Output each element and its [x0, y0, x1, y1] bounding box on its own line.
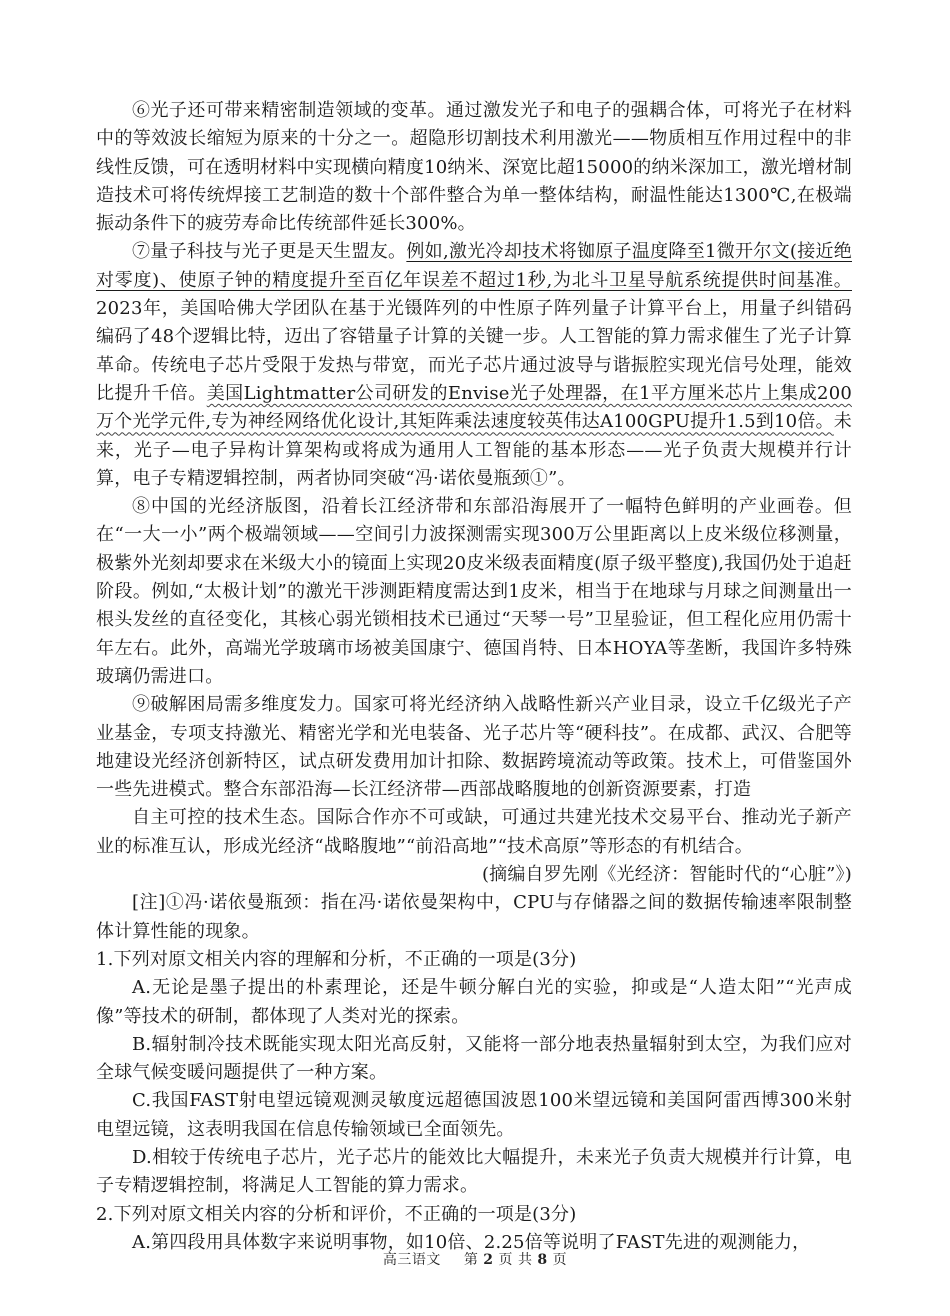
paragraph-7-lead: ⑦量子科技与光子更是天生盟友。: [132, 241, 407, 263]
page-content: [96, 97, 852, 1257]
question-2-option-a: A.第四段用具体数字来说明事物，如10倍、2.25倍等说明了FAST先进的观测能力，: [132, 1231, 811, 1253]
question-1-option-c: C.我国FAST射电望远镜观测灵敏度远超德国波恩100米望远镜和美国阿雷西博300米射电望远镜，这表明我国在信息传输领域已全面领先。: [96, 1090, 852, 1140]
footer-page-total: 8: [537, 1252, 548, 1268]
footer-page-mid: 页 共: [498, 1252, 533, 1268]
underlined-sentence-cooling: 例如,激光冷却技术将铷原子温度降至1微开尔文(接近绝对零度)、使原子钟的精度提升至百亿年误差不超过1秒,为北斗卫星导航系统提供时间基准。: [96, 241, 852, 291]
question-1-option-b: B.辐射制冷技术既能实现太阳光高反射，又能将一部分地表热量辐射到太空，为我们应对全球气候变暖问题提供了一种方案。: [96, 1033, 852, 1084]
footer-page-number: 2: [483, 1252, 494, 1268]
question-2-stem: 2.下列对原文相关内容的分析和评价，不正确的一项是(3分): [96, 1203, 577, 1225]
paragraph-8: ⑧中国的光经济版图，沿着长江经济带和东部沿海展开了一幅特色鲜明的产业画卷。但在“一大一小”两个极端领域——空间引力波探测需实现300万公里距离以上皮米级位移测量，极紫外光刻却要求在米级大小的镜面上实现20皮米级表面精度(原子级平整度),我国仍处于追赶阶段。例如,“太极计划”的激光干涉测距精度需达到1皮米，相当于在地球与月球之间测量出一根头发丝的直径变化，其核心弱光锁相技术已通过“天琴一号”卫星验证，但工程化应用仍需十年左右。此外，高端光学玻璃市场被美国康宁、德国肖特、日本HOYA等垄断，我国许多特殊玻璃仍需进口。: [96, 496, 852, 687]
question-1-stem: 1.下列对原文相关内容的理解和分析，不正确的一项是(3分): [96, 948, 577, 970]
question-1-option-a: A.无论是墨子提出的朴素理论，还是牛顿分解白光的实验，抑或是“人造太阳”“光声成像”等技术的研制，都体现了人类对光的探索。: [96, 977, 852, 1027]
paragraph-9: ⑨破解困局需多维度发力。国家可将光经济纳入战略性新兴产业目录，设立千亿级光子产业基金，专项支持激光、精密光学和光电装备、光子芯片等“硬科技”。在成都、武汉、合肥等地建设光经济创新特区，试点研发费用加计扣除、数据跨境流动等政策。技术上，可借鉴国外一些先进模式。整合东部沿海—长江经济带—西部战略腹地的创新资源要素，打造: [96, 694, 852, 801]
footer-subject: 高三语文: [382, 1252, 441, 1268]
footer-page-suffix: 页: [552, 1252, 568, 1268]
paragraph-7-tail: 未来，光子—电子异构计算架构或将成为通用人工智能的基本形态——光子负责大规模并行计算，电子专精逻辑控制，两者协同突破“冯·诺依曼瓶颈①”。: [96, 411, 852, 489]
wavy-underlined-sentence-envise: 美国Lightmatter公司研发的Envise光子处理器，在1平方厘米芯片上集成200万个光学元件,专为神经网络优化设计,其矩阵乘法速度较英伟达A100GPU提升1.5到10倍。: [96, 382, 852, 433]
page-footer: [0, 1249, 950, 1269]
paragraph-7-body: 2023年，美国哈佛大学团队在基于光镊阵列的中性原子阵列量子计算平台上，用量子纠错码编码了48个逻辑比特，迈出了容错量子计算的关键一步。人工智能的算力需求催生了光子计算革命。传统电子芯片受限于发热与带宽，而光子芯片通过波导与谐振腔实现光信号处理，能效比提升千倍。: [96, 298, 852, 404]
footer-page-prefix: 第: [463, 1252, 479, 1268]
question-1-option-d: D.相较于传统电子芯片，光子芯片的能效比大幅提升，未来光子负责大规模并行计算，电子专精逻辑控制，将满足人工智能的算力需求。: [96, 1146, 852, 1197]
source-citation: (摘编自罗先刚《光经济：智能时代的“心脏”》): [481, 864, 852, 886]
paragraph-7: [96, 238, 852, 493]
paragraph-9-continued: 自主可控的技术生态。国际合作亦不可或缺，可通过共建光技术交易平台、推动光子新产业的标准互认，形成光经济“战略腹地”“前沿高地”“技术高原”等形态的有机结合。: [96, 807, 852, 857]
footnote: [注]①冯·诺依曼瓶颈：指在冯·诺依曼架构中，CPU与存储器之间的数据传输速率限制整体计算性能的现象。: [96, 892, 852, 942]
paragraph-6: ⑥光子还可带来精密制造领域的变革。通过激发光子和电子的强耦合体，可将光子在材料中的等效波长缩短为原来的十分之一。超隐形切割技术利用激光——物质相互作用过程中的非线性反馈，可在透明材料中实现横向精度10纳米、深宽比超15000的纳米深加工，激光增材制造技术可将传统焊接工艺制造的数十个部件整合为单一整体结构，耐温性能达1300℃,在极端振动条件下的疲劳寿命比传统部件延长300%。: [96, 100, 852, 235]
